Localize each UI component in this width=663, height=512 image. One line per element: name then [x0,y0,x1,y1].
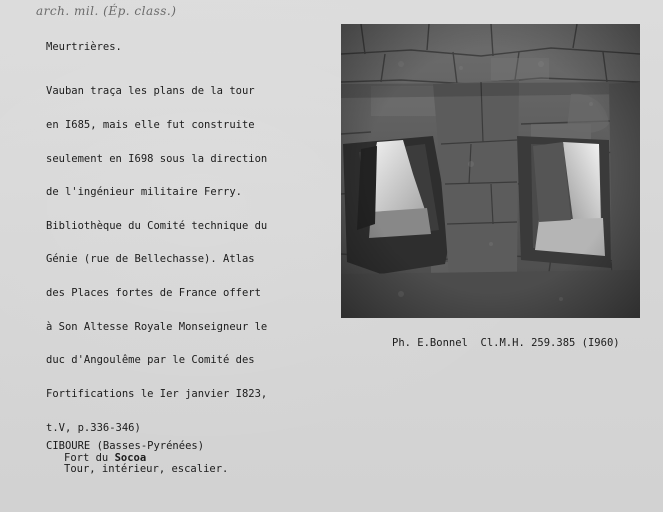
caption-description [46,64,267,456]
description-line: des Places fortes de France offert [46,287,261,300]
handwritten-annotation: arch. mil. (Ép. class.) [36,4,177,18]
description-line: Vauban traça les plans de la tour [46,85,255,98]
description-line: duc d'Angoulême par le Comité des [46,354,255,367]
description-line: Fortifications le Ier janvier I823, [46,387,268,400]
description-line: Bibliothèque du Comité technique du [46,219,268,232]
photo-arrow-slits-image [341,24,640,318]
description-line: Génie (rue de Bellechasse). Atlas [46,253,255,266]
description-line: t.V, p.336-346) [46,421,141,434]
photo-credit [392,337,620,349]
photographer: Ph. E.Bonnel [392,337,468,349]
description-line: à Son Altesse Royale Monseigneur le [46,320,268,333]
caption-heading: Meurtrières. [46,41,122,53]
site-name: Socoa [114,451,147,464]
description-line: en I685, mais elle fut construite [46,119,255,132]
photograph [341,24,640,318]
description-line: seulement en I698 sous la direction [46,152,268,165]
description-line: de l'ingénieur militaire Ferry. [46,186,242,199]
location-detail: Tour, intérieur, escalier. [64,463,229,475]
site-prefix: Fort du [64,451,115,464]
commune: CIBOURE (Basses-Pyrénées) [46,440,205,452]
photo-reference: Cl.M.H. 259.385 (I960) [480,337,620,349]
location-block [46,441,228,476]
